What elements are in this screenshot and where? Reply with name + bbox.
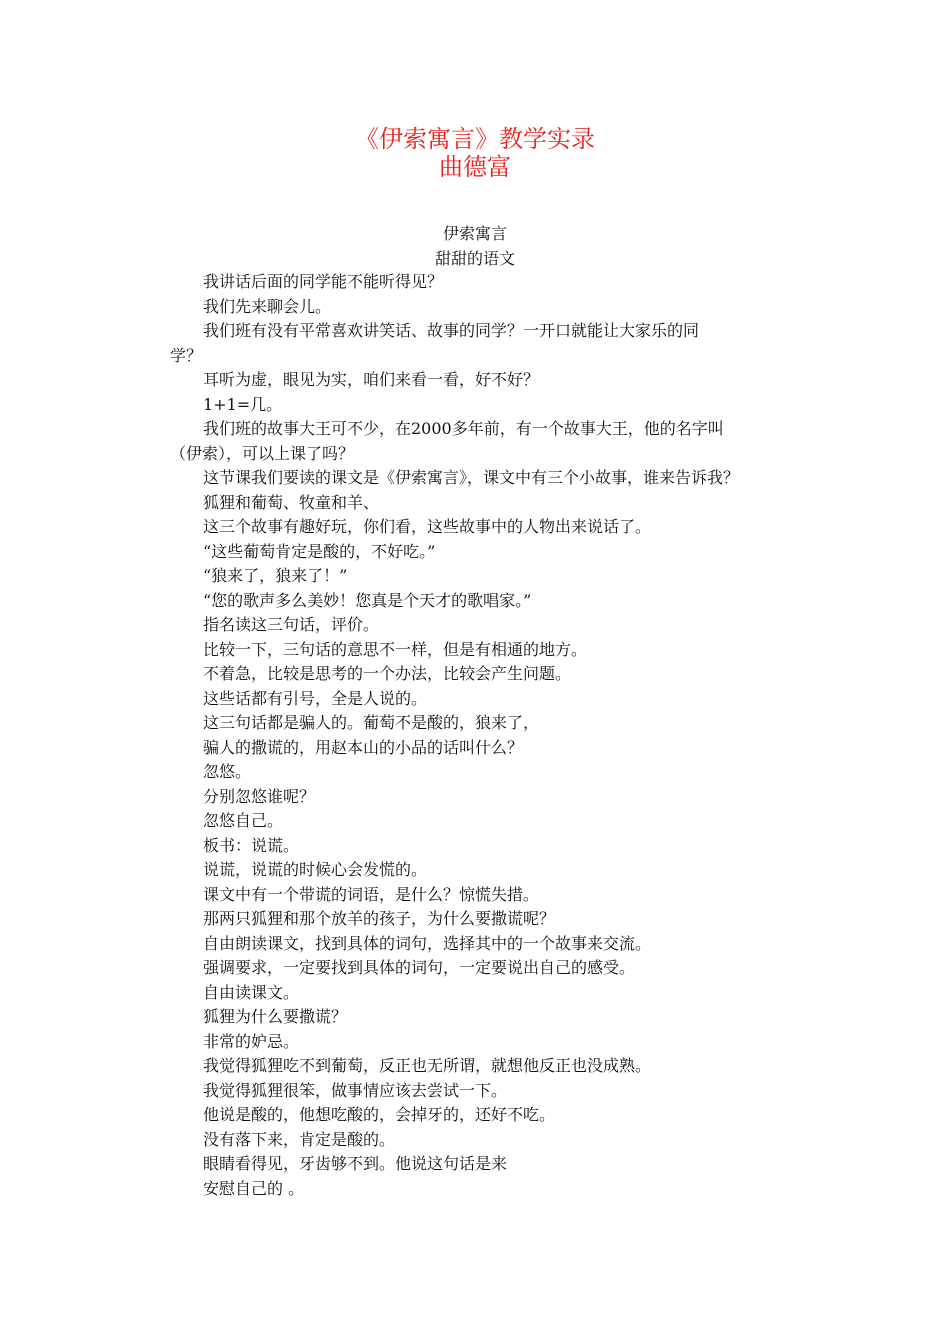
body-line: 指名读这三句话，评价。	[203, 615, 380, 634]
body-line: 我讲话后面的同学能不能听得见？	[203, 272, 444, 291]
body-line: 我们先来聊会儿。	[203, 296, 332, 316]
body-line: 说谎，说谎的时候心会发慌的。	[203, 860, 428, 879]
body-line: 那两只狐狸和那个放羊的孩子，为什么要撒谎呢？	[203, 909, 556, 928]
subtitle-lesson: 伊索寓言	[442, 224, 507, 243]
body-line: “您的歌声多么美妙！您真是个天才的歌唱家。”	[203, 590, 532, 610]
body-line: 狐狸和葡萄、牧童和羊、	[203, 492, 380, 512]
body-line: 眼睛看得见，牙齿够不到。他说这句话是来	[203, 1154, 508, 1173]
body-line: 忽悠。	[203, 762, 252, 781]
body-line: （伊索），可以上课了吗？	[170, 443, 355, 463]
body-line: 他说是酸的，他想吃酸的，会掉牙的，还好不吃。	[203, 1105, 556, 1124]
body-line: 这三句话都是骗人的。葡萄不是酸的，狼来了，	[203, 713, 540, 732]
body-line: 我觉得狐狸吃不到葡萄，反正也无所谓，就想他反正也没成熟。	[203, 1056, 652, 1075]
body-line: 我觉得狐狸很笨，做事情应该去尝试一下。	[203, 1080, 508, 1100]
body-line: “狼来了，狼来了！”	[203, 566, 348, 585]
body-line: 我们班有没有平常喜欢讲笑话、故事的同学？一开口就能让大家乐的同	[203, 321, 700, 340]
document-author: 曲德富	[439, 153, 511, 181]
body-line: 学？	[170, 345, 203, 365]
body-line: 自由朗读课文，找到具体的词句，选择其中的一个故事来交流。	[203, 933, 652, 953]
body-line: 我们班的故事大王可不少，在2000多年前，有一个故事大王，他的名字叫	[203, 419, 724, 438]
body-line: 这些话都有引号，全是人说的。	[203, 688, 428, 708]
body-line: 骗人的撒谎的，用赵本山的小品的话叫什么？	[203, 737, 524, 757]
body-line: 课文中有一个带谎的词语，是什么？惊慌失措。	[203, 884, 540, 904]
document-body	[170, 270, 782, 1201]
title-block	[0, 125, 950, 181]
body-line: 耳听为虚，眼见为实，咱们来看一看，好不好？	[203, 370, 540, 389]
subtitle-tagline: 甜甜的语文	[434, 248, 515, 268]
body-line: “这些葡萄肯定是酸的，不好吃。”	[203, 541, 436, 561]
body-line: 1+1=几。	[203, 394, 283, 414]
subtitle-block	[0, 222, 950, 271]
body-line: 非常的妒忌。	[203, 1031, 300, 1051]
body-line: 忽悠自己。	[203, 811, 284, 830]
body-line: 比较一下，三句话的意思不一样，但是有相通的地方。	[203, 639, 588, 659]
body-line: 狐狸为什么要撒谎？	[203, 1007, 348, 1026]
document-title: 《伊索寓言》教学实录	[355, 125, 595, 153]
body-line: 这三个故事有趣好玩，你们看，这些故事中的人物出来说话了。	[203, 517, 652, 536]
body-line: 不着急，比较是思考的一个办法，比较会产生问题。	[203, 664, 572, 683]
body-line: 安慰自己的 。	[203, 1178, 305, 1198]
body-line: 分别忽悠谁呢？	[203, 786, 316, 806]
body-line: 板书：说谎。	[203, 835, 300, 855]
body-line: 自由读课文。	[203, 982, 300, 1002]
body-line: 没有落下来，肯定是酸的。	[203, 1129, 396, 1149]
body-line: 这节课我们要读的课文是《伊索寓言》，课文中有三个小故事，谁来告诉我？	[203, 468, 740, 487]
body-line: 强调要求，一定要找到具体的词句，一定要说出自己的感受。	[203, 958, 636, 977]
